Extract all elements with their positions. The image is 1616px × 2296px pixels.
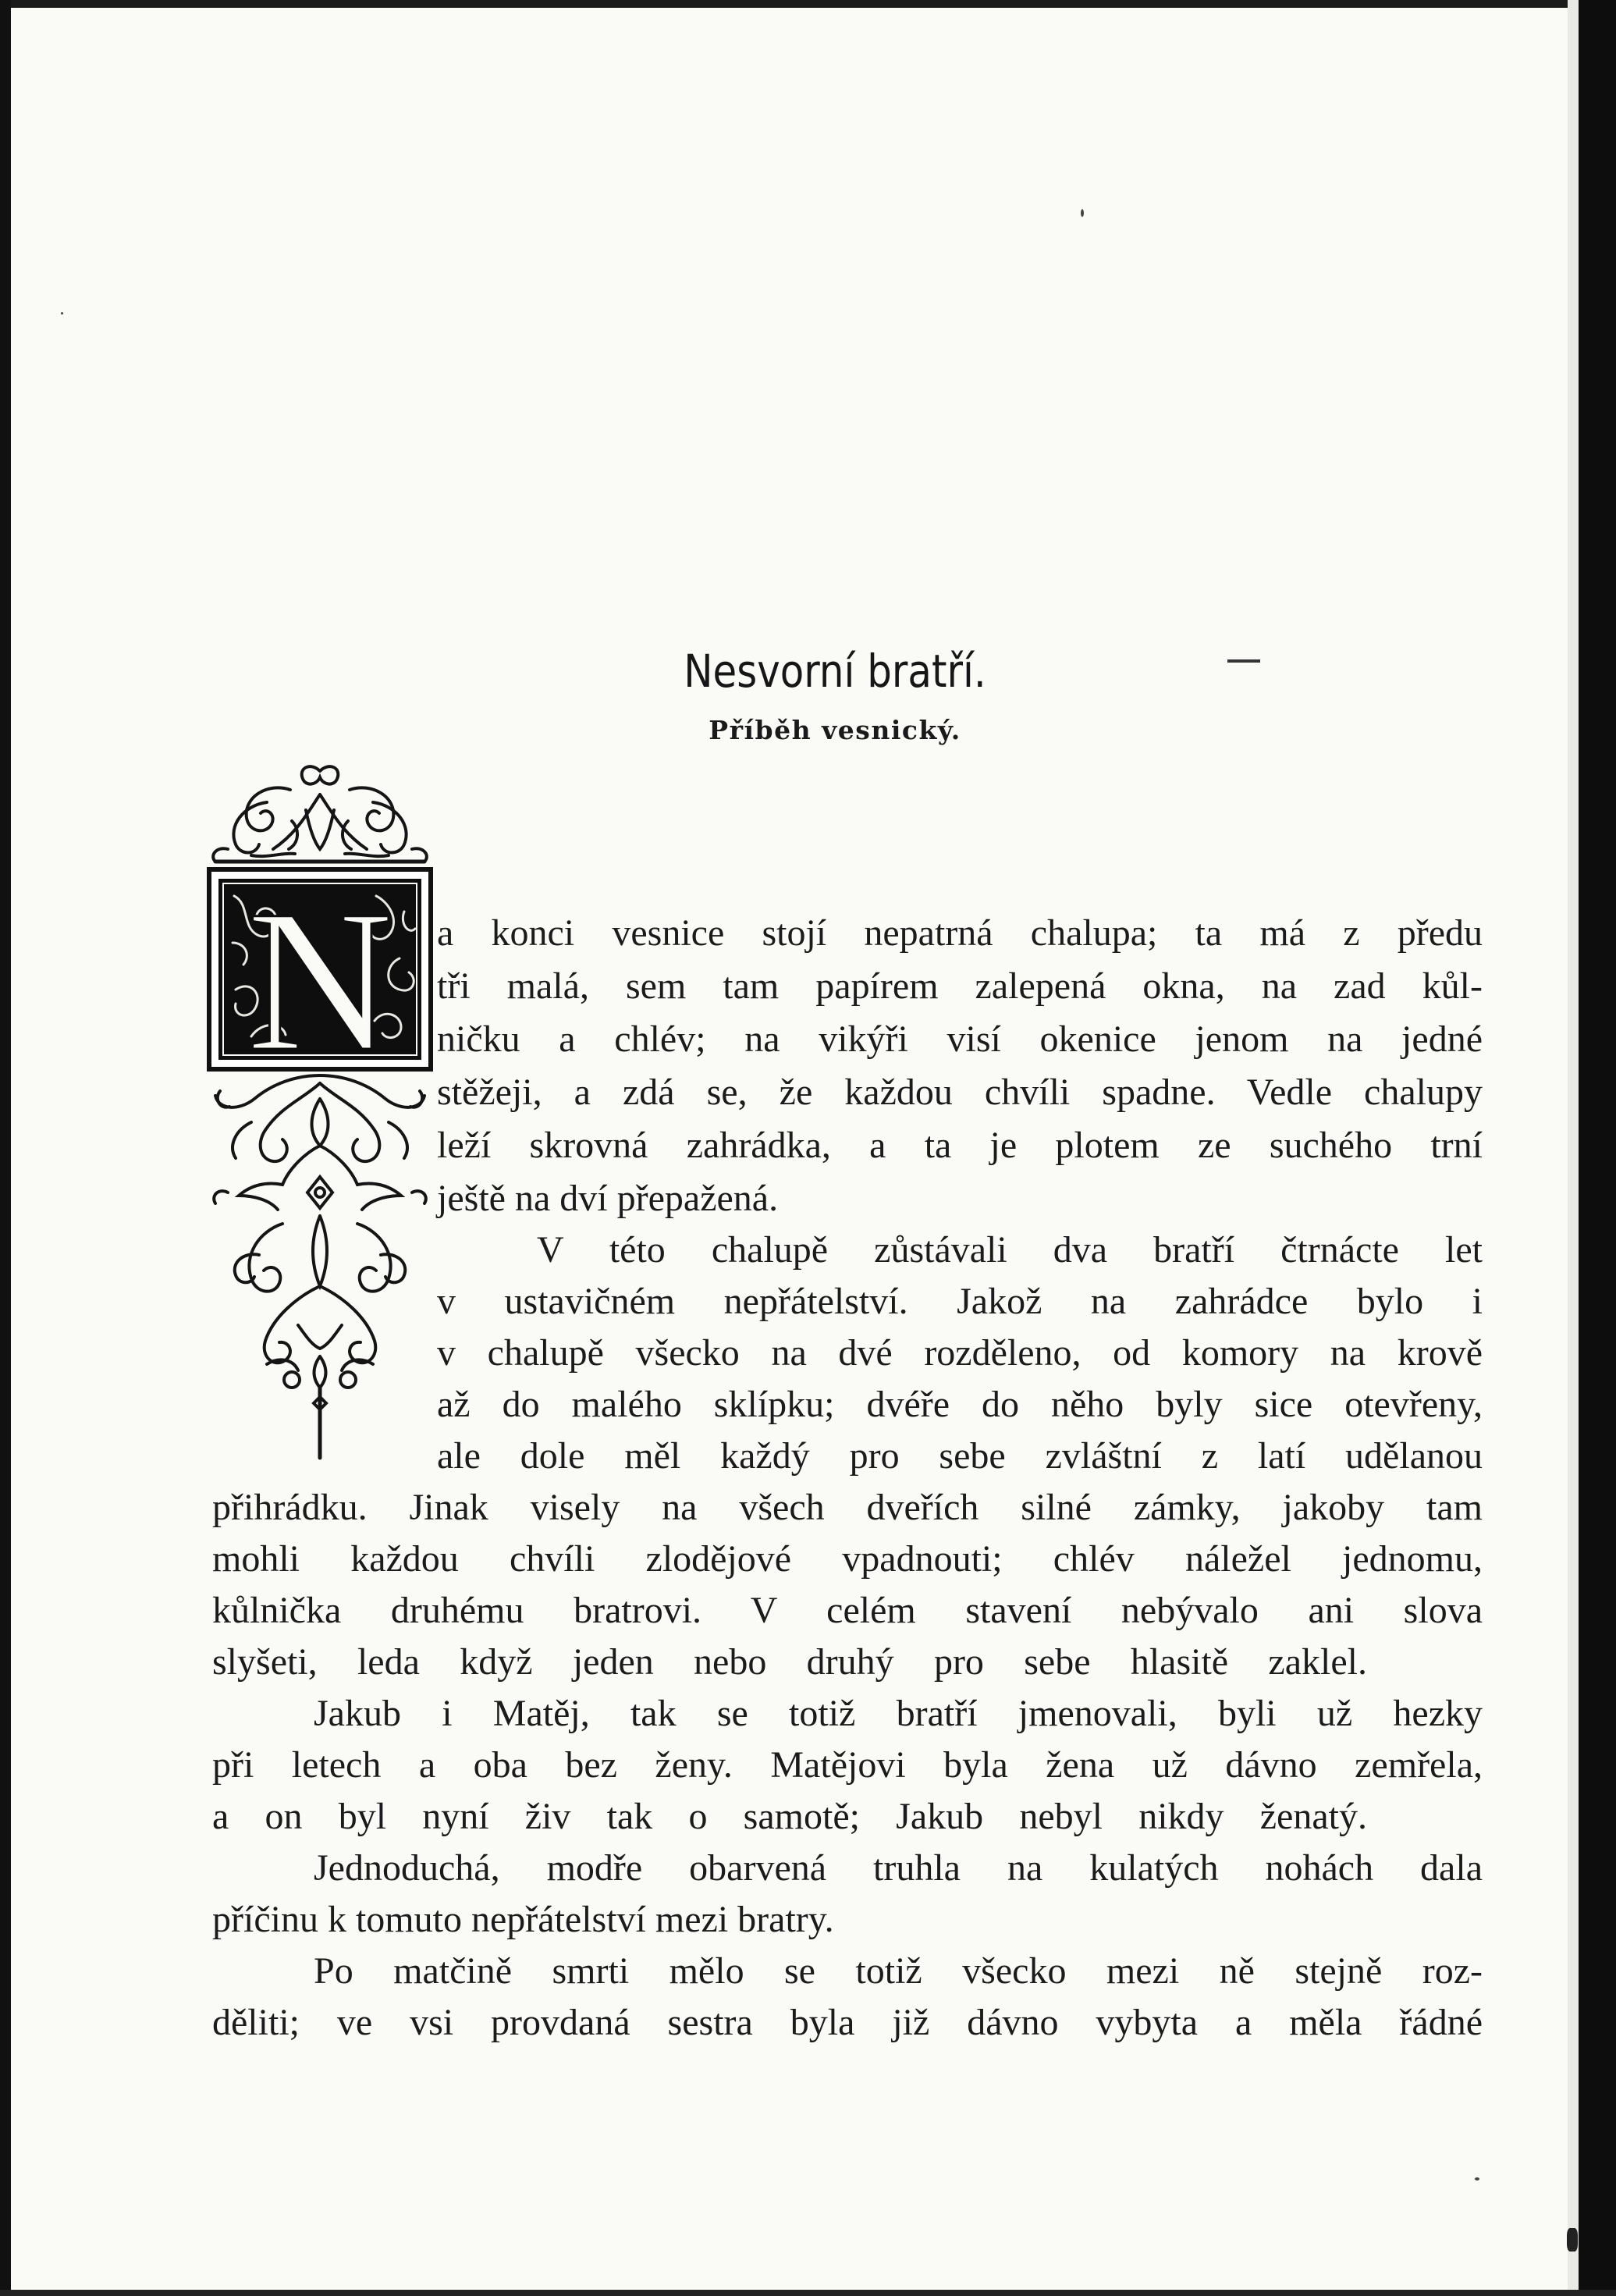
body-text-line: slyšeti, leda když jeden nebo druhý pro sebe hlasitě zaklel. (212, 1641, 1367, 1683)
body-text-line: přihrádku. Jinak visely na všech dveřích silné zámky, jakoby tam (212, 1487, 1483, 1528)
body-text-line: V této chalupě zůstávali dva bratří čtrnácte let (537, 1229, 1483, 1271)
body-text-line: stěžeji, a zdá se, že každou chvíli spadne. Vedle chalupy (437, 1072, 1483, 1113)
body-text-line: kůlnička druhému bratrovi. V celém stavení nebývalo ani slova (212, 1590, 1483, 1631)
scan-border-right (1579, 0, 1616, 2296)
body-text-line: tři malá, sem tam papírem zalepená okna, na zad kůl- (437, 965, 1483, 1007)
body-text-line: Jakub i Matěj, tak se totiž bratří jmenovali, byli už hezky (314, 1693, 1483, 1734)
story-title: Nesvorní bratří. (684, 645, 986, 698)
scan-border-top (0, 0, 1616, 8)
body-text-line: Jednoduchá, modře obarvená truhla na kulatých nohách dala (314, 1847, 1483, 1889)
story-subtitle: Příběh vesnický. (709, 715, 961, 745)
body-text-line: děliti; ve vsi provdaná sestra byla již dávno vybyta a měla řádné (212, 2002, 1483, 2043)
svg-text:N: N (247, 869, 393, 1093)
body-text-line: a on byl nyní živ tak o samotě; Jakub nebyl nikdy ženatý. (212, 1796, 1367, 1837)
body-text-line: mohli každou chvíli zlodějové vpadnouti; chlév náležel jednomu, (212, 1538, 1483, 1580)
scan-border-right-light (1568, 0, 1579, 2296)
body-text-line: až do malého sklípku; dvéře do něho byly sice otevřeny, (437, 1384, 1483, 1425)
body-text-line: v chalupě všecko na dvé rozděleno, od komory na krově (437, 1332, 1483, 1374)
body-text-line: ničku a chlév; na vikýři visí okenice jenom na jedné (437, 1018, 1483, 1060)
body-text-line: při letech a oba bez ženy. Matějovi byla žena už dávno zemřela, (212, 1744, 1483, 1786)
body-text-line: ještě na dví přepažená. (437, 1178, 779, 1219)
body-text-line: v ustavičném nepřátelství. Jakož na zahrádce bylo i (437, 1281, 1483, 1322)
body-text-line: ale dole měl každý pro sebe zvláštní z latí udělanou (437, 1435, 1483, 1477)
ornate-drop-cap-N-icon (204, 755, 435, 1466)
scan-speck (1081, 209, 1084, 217)
body-text-line: a konci vesnice stojí nepatrná chalupa; ta má z předu (437, 912, 1483, 954)
scan-border-bottom (0, 2290, 1616, 2296)
stray-mark (1227, 659, 1260, 663)
scan-speck (1567, 2228, 1578, 2252)
scan-speck (61, 312, 63, 315)
body-text-line: Po matčině smrti mělo se totiž všecko mezi ně stejně roz- (314, 1950, 1483, 1992)
body-text-line: příčinu k tomuto nepřátelství mezi bratry. (212, 1899, 834, 1940)
scan-border-left (0, 0, 11, 2296)
scan-speck (1475, 2177, 1479, 2180)
body-text-line: leží skrovná zahrádka, a ta je plotem ze suchého trní (437, 1125, 1483, 1166)
